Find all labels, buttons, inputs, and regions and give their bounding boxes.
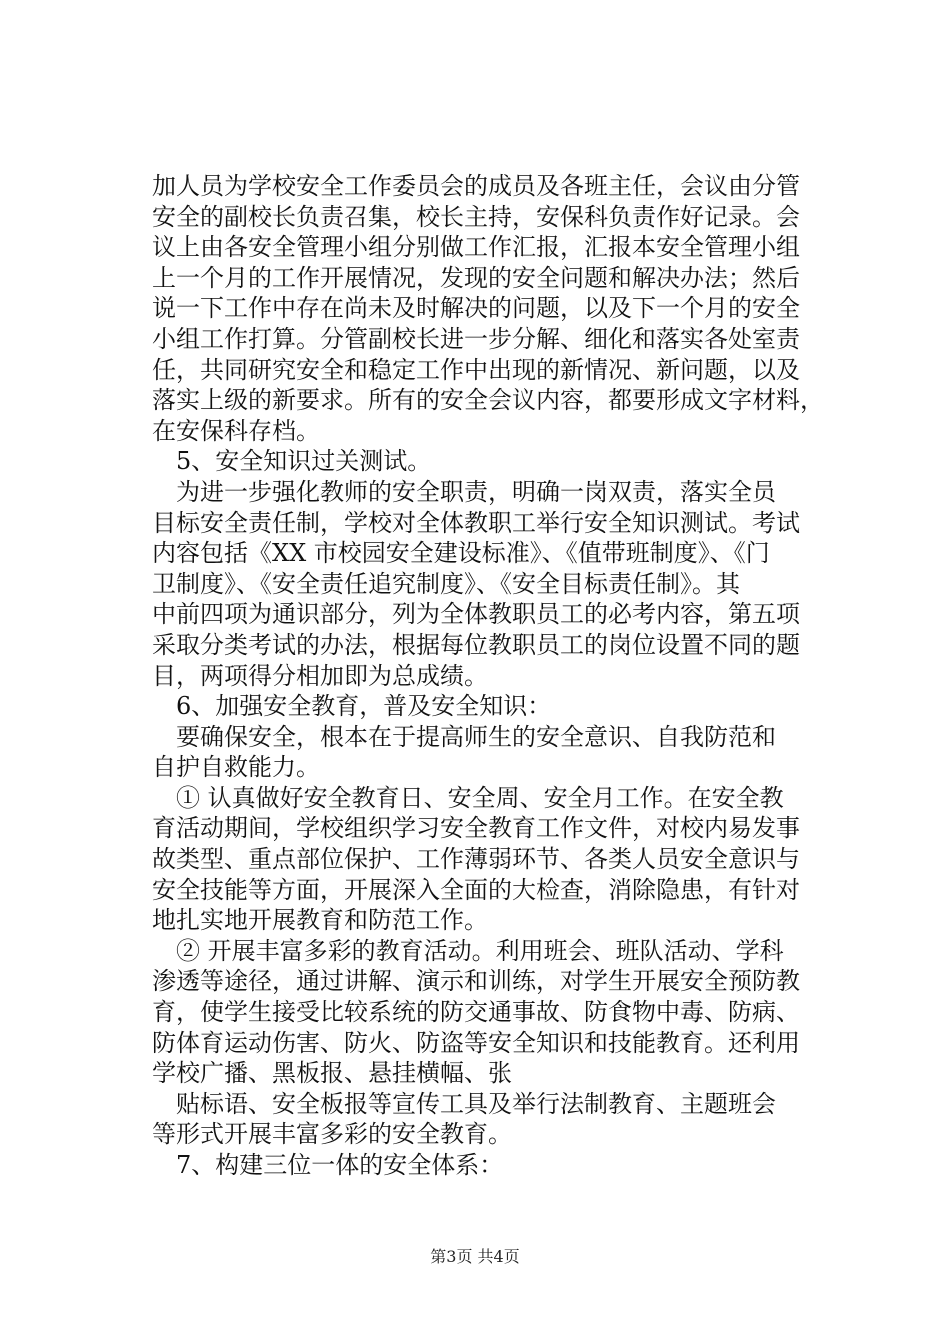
text-line: 故类型、重点部位保护、工作薄弱环节、各类人员安全意识与 <box>152 845 800 874</box>
text-line: 目，两项得分相加即为总成绩。 <box>152 661 488 690</box>
text-line: 育，使学生接受比较系统的防交通事故、防食物中毒、防病、 <box>152 998 800 1027</box>
text-line: 7、构建三位一体的安全体系： <box>176 1151 504 1179</box>
text-line: 说一下工作中存在尚未及时解决的问题，以及下一个月的安全 <box>152 294 800 323</box>
document-body <box>152 171 832 1181</box>
text-line: 等形式开展丰富多彩的安全教育。 <box>152 1120 512 1149</box>
text-line: 安全的副校长负责召集，校长主持，安保科负责作好记录。会 <box>152 202 800 231</box>
text-line: ② 开展丰富多彩的教育活动。利用班会、班队活动、学科 <box>176 936 784 965</box>
text-line: 防体育运动伤害、防火、防盗等安全知识和技能教育。还利用 <box>152 1028 800 1057</box>
text-line: 采取分类考试的办法，根据每位教职员工的岗位设置不同的题 <box>152 630 800 659</box>
text-line: 要确保安全，根本在于提高师生的安全意识、自我防范和 <box>176 722 776 751</box>
text-line: 落实上级的新要求。所有的安全会议内容，都要形成文字材料， <box>152 386 824 415</box>
text-line: 在安保科存档。 <box>152 416 320 445</box>
text-line: 自护自救能力。 <box>152 753 320 782</box>
text-line: 上一个月的工作开展情况，发现的安全问题和解决办法；然后 <box>152 263 800 292</box>
text-line: 贴标语、安全板报等宣传工具及举行法制教育、主题班会 <box>176 1089 776 1118</box>
text-line: 学校广播、黑板报、悬挂横幅、张 <box>152 1059 512 1088</box>
text-line: 地扎实地开展教育和防范工作。 <box>152 906 488 935</box>
text-line: 小组工作打算。分管副校长进一步分解、细化和落实各处室责 <box>152 324 800 353</box>
text-line: 渗透等途径，通过讲解、演示和训练，对学生开展安全预防教 <box>152 967 800 996</box>
text-line: 6、加强安全教育，普及安全知识： <box>176 692 552 721</box>
text-line: ① 认真做好安全教育日、安全周、安全月工作。在安全教 <box>176 783 784 812</box>
text-line: 为进一步强化教师的安全职责，明确一岗双责，落实全员 <box>176 477 776 506</box>
text-line: 加人员为学校安全工作委员会的成员及各班主任，会议由分管 <box>152 172 800 200</box>
text-line: 卫制度》、《安全责任追究制度》、《安全目标责任制》。其 <box>152 569 740 598</box>
text-line: 5、安全知识过关测试。 <box>176 447 432 476</box>
page-footer: 第3页 共4页 <box>430 1247 520 1266</box>
text-line: 育活动期间，学校组织学习安全教育工作文件，对校内易发事 <box>152 814 800 843</box>
text-line: 中前四项为通识部分，列为全体教职员工的必考内容，第五项 <box>152 600 800 629</box>
text-line: 内容包括《XX 市校园安全建设标准》、《值带班制度》、《门 <box>152 539 770 568</box>
text-line: 安全技能等方面，开展深入全面的大检查，消除隐患，有针对 <box>152 875 800 904</box>
text-line: 任，共同研究安全和稳定工作中出现的新情况、新问题，以及 <box>152 355 800 384</box>
text-line: 目标安全责任制，学校对全体教职工举行安全知识测试。考试 <box>152 508 800 537</box>
text-line: 议上由各安全管理小组分别做工作汇报，汇报本安全管理小组 <box>152 233 800 262</box>
